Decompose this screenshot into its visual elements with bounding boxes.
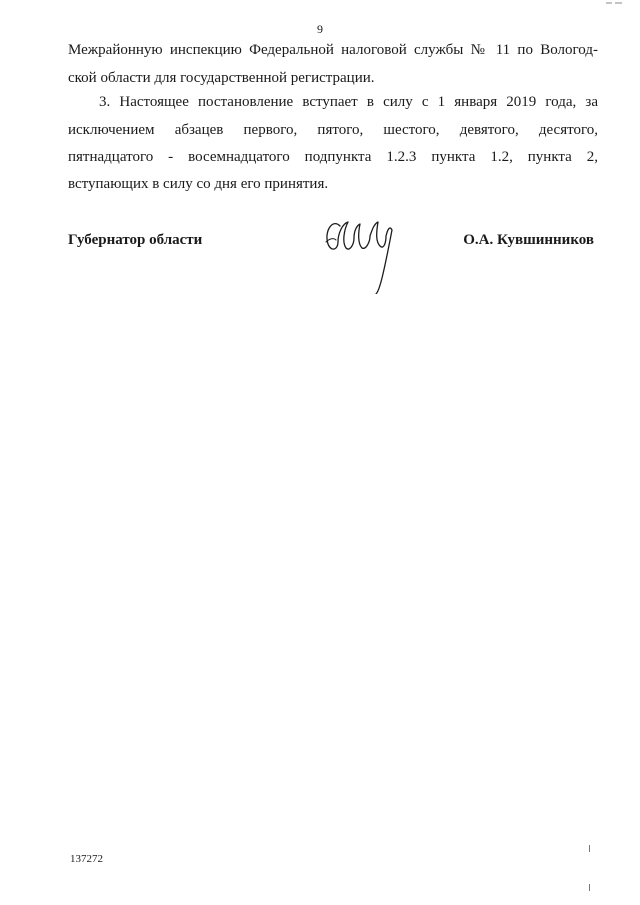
page-number: 9 (317, 22, 323, 36)
paragraph-line: исключением абзацев первого, пятого, шестого, девятого, десятого, (68, 122, 598, 138)
paragraph-line: 3. Настоящее постановление вступает в силу с 1 января 2019 года, за (99, 94, 598, 110)
signer-name: О.А. Кувшинников (463, 232, 594, 248)
handwritten-signature (324, 212, 400, 294)
paragraph-line: ской области для государственной регистрации. (68, 70, 375, 86)
scan-artifact (589, 845, 590, 852)
signature-block (68, 224, 598, 304)
paragraph-line: пятнадцатого - восемнадцатого подпункта 1.2.3 пункта 1.2, пункта 2, (68, 149, 598, 165)
scan-artifact (589, 884, 590, 891)
signer-title: Губернатор области (68, 232, 203, 248)
corner-scan-mark (604, 0, 624, 4)
paragraph-line: вступающих в силу со дня его принятия. (68, 176, 329, 192)
document-number: 137272 (70, 853, 103, 865)
paragraph-line: Межрайонную инспекцию Федеральной налоговой службы № 11 по Вологод- (68, 42, 598, 58)
